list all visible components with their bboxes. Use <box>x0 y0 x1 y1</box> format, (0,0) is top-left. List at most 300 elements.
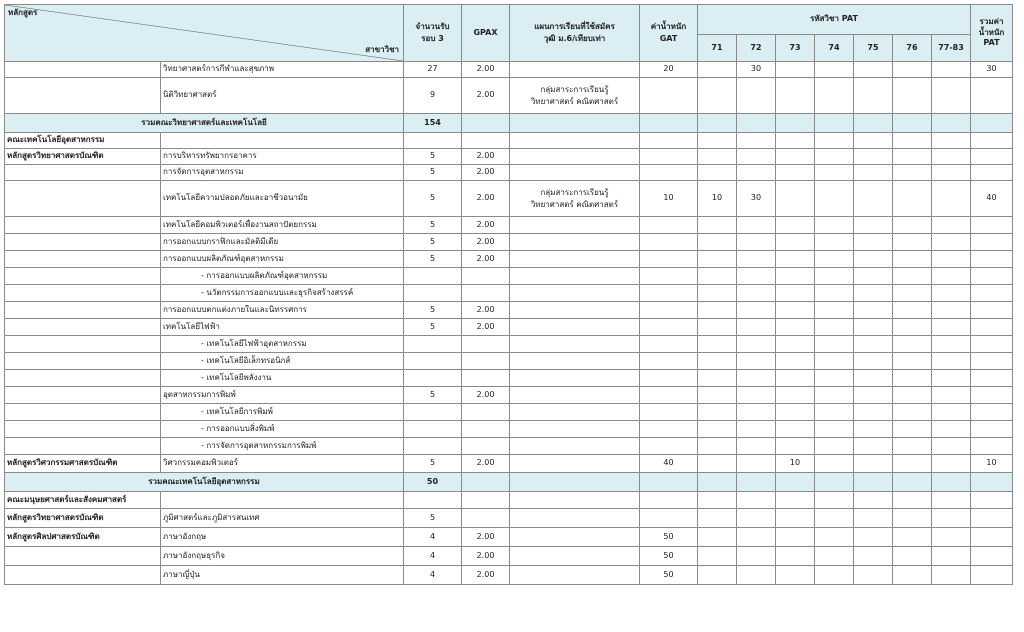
gpax-cell: 2.00 <box>462 217 510 234</box>
total-pat-cell <box>971 285 1013 302</box>
pat-score-cell <box>932 149 971 165</box>
pat-score-cell <box>698 404 737 421</box>
gpax-cell: 2.00 <box>462 455 510 473</box>
pat-score-cell <box>893 217 932 234</box>
gpax-cell: 2.00 <box>462 181 510 217</box>
curriculum-cell <box>5 285 161 302</box>
pat-score-cell <box>854 455 893 473</box>
pat-score-cell <box>776 217 815 234</box>
pat-score-cell <box>932 404 971 421</box>
gpax-cell: 2.00 <box>462 62 510 78</box>
empty-cell <box>776 114 815 133</box>
plan-cell <box>510 234 640 251</box>
pat-score-cell <box>776 528 815 547</box>
pat-code-header: 77-83 <box>932 35 971 62</box>
major-cell: การออกแบบกราฟิกและมัลติมีเดีย <box>161 234 404 251</box>
quota-cell: 27 <box>404 62 462 78</box>
pat-score-cell <box>932 421 971 438</box>
pat-score-cell <box>932 336 971 353</box>
pat-score-cell <box>737 438 776 455</box>
pat-score-cell <box>737 404 776 421</box>
pat-score-cell <box>854 353 893 370</box>
total-pat-cell <box>971 78 1013 114</box>
pat-score-cell <box>815 547 854 566</box>
gat-header-line2: GAT <box>659 34 678 43</box>
pat-score-cell <box>737 217 776 234</box>
pat-score-cell <box>698 547 737 566</box>
empty-cell <box>893 114 932 133</box>
pat-score-cell: 10 <box>776 455 815 473</box>
pat-score-cell <box>893 302 932 319</box>
pat-score-cell <box>854 217 893 234</box>
pat-score-cell <box>893 438 932 455</box>
pat-score-cell <box>893 319 932 336</box>
pat-score-cell <box>893 547 932 566</box>
gat-cell <box>640 492 698 509</box>
pat-code-header: 74 <box>815 35 854 62</box>
major-cell: การออกแบบผลิตภัณฑ์อุตสาหกรรม <box>161 251 404 268</box>
quota-header-line2: รอบ 3 <box>421 34 444 43</box>
curriculum-cell <box>5 319 161 336</box>
pat-score-cell <box>932 455 971 473</box>
curriculum-cell <box>5 78 161 114</box>
gat-cell <box>640 285 698 302</box>
gpax-cell: 2.00 <box>462 251 510 268</box>
pat-group-header: รหัสวิชา PAT <box>698 5 971 35</box>
gat-cell: 20 <box>640 62 698 78</box>
gat-cell <box>640 319 698 336</box>
plan-header-line1: แผนการเรียนที่ใช้สมัคร <box>534 22 615 31</box>
plan-cell <box>510 353 640 370</box>
empty-cell <box>815 473 854 492</box>
total-pat-cell <box>971 370 1013 387</box>
gpax-cell <box>462 438 510 455</box>
pat-score-cell <box>932 165 971 181</box>
plan-cell <box>510 421 640 438</box>
pat-score-cell <box>698 62 737 78</box>
pat-score-cell <box>776 421 815 438</box>
pat-score-cell <box>932 285 971 302</box>
total-pat-cell <box>971 149 1013 165</box>
quota-header <box>404 5 462 62</box>
gat-header <box>640 5 698 62</box>
pat-score-cell <box>737 509 776 528</box>
pat-score-cell <box>776 319 815 336</box>
gat-cell <box>640 234 698 251</box>
gat-cell <box>640 78 698 114</box>
curriculum-cell <box>5 268 161 285</box>
pat-score-cell <box>932 509 971 528</box>
total-pat-cell <box>971 336 1013 353</box>
pat-score-cell <box>893 566 932 585</box>
pat-score-cell <box>893 404 932 421</box>
table-row <box>5 62 1013 78</box>
quota-cell: 5 <box>404 234 462 251</box>
pat-score-cell <box>737 234 776 251</box>
table-row <box>5 285 1013 302</box>
pat-score-cell: 10 <box>698 181 737 217</box>
total-pat-cell <box>971 509 1013 528</box>
table-row <box>5 319 1013 336</box>
empty-cell <box>932 114 971 133</box>
total-pat-cell: 40 <box>971 181 1013 217</box>
pat-score-cell <box>932 370 971 387</box>
quota-cell <box>404 492 462 509</box>
pat-score-cell <box>893 421 932 438</box>
plan-cell <box>510 268 640 285</box>
pat-score-cell <box>815 268 854 285</box>
pat-score-cell <box>893 387 932 404</box>
major-cell: นิติวิทยาศาสตร์ <box>161 78 404 114</box>
pat-score-cell <box>893 509 932 528</box>
table-row <box>5 268 1013 285</box>
gat-cell <box>640 165 698 181</box>
empty-cell <box>854 114 893 133</box>
major-cell: - เทคโนโลยีไฟฟ้าอุตสาหกรรม <box>161 336 404 353</box>
pat-score-cell <box>737 547 776 566</box>
pat-score-cell <box>698 370 737 387</box>
gpax-cell <box>462 336 510 353</box>
pat-score-cell <box>698 319 737 336</box>
empty-cell <box>462 473 510 492</box>
plan-header-line2: วุฒิ ม.6/เทียบเท่า <box>543 34 606 43</box>
quota-cell: 5 <box>404 165 462 181</box>
pat-score-cell <box>893 165 932 181</box>
pat-score-cell <box>776 181 815 217</box>
gpax-header: GPAX <box>462 5 510 62</box>
pat-score-cell <box>815 302 854 319</box>
empty-cell <box>640 473 698 492</box>
pat-score-cell <box>737 336 776 353</box>
gpax-cell: 2.00 <box>462 149 510 165</box>
quota-cell <box>404 336 462 353</box>
empty-cell <box>971 114 1013 133</box>
pat-score-cell <box>776 547 815 566</box>
pat-score-cell <box>854 404 893 421</box>
pat-score-cell <box>854 547 893 566</box>
pat-score-cell <box>698 165 737 181</box>
pat-code-header: 72 <box>737 35 776 62</box>
pat-score-cell <box>698 285 737 302</box>
pat-score-cell <box>932 547 971 566</box>
pat-score-cell <box>737 387 776 404</box>
table-row <box>5 455 1013 473</box>
gat-cell <box>640 421 698 438</box>
major-header: สาขาวิชา <box>365 45 399 55</box>
pat-score-cell <box>737 528 776 547</box>
gat-cell <box>640 438 698 455</box>
quota-cell: 5 <box>404 181 462 217</box>
pat-score-cell <box>893 353 932 370</box>
gat-header-line1: ค่าน้ำหนัก <box>650 22 687 31</box>
major-cell: การบริหารทรัพยากรอาคาร <box>161 149 404 165</box>
curriculum-cell <box>5 165 161 181</box>
total-pat-cell <box>971 421 1013 438</box>
quota-cell: 9 <box>404 78 462 114</box>
empty-cell <box>462 114 510 133</box>
pat-score-cell <box>776 336 815 353</box>
pat-score-cell <box>776 234 815 251</box>
curriculum-cell: คณะเทคโนโลยีอุตสาหกรรม <box>5 133 161 149</box>
pat-score-cell <box>854 251 893 268</box>
total-pat-cell <box>971 217 1013 234</box>
pat-score-cell <box>893 455 932 473</box>
pat-score-cell <box>893 528 932 547</box>
quota-cell: 5 <box>404 217 462 234</box>
quota-cell <box>404 404 462 421</box>
pat-score-cell <box>737 133 776 149</box>
empty-cell <box>971 473 1013 492</box>
curriculum-major-header <box>5 5 404 62</box>
pat-score-cell <box>932 234 971 251</box>
table-row <box>5 149 1013 165</box>
pat-score-cell <box>776 566 815 585</box>
curriculum-cell: หลักสูตรวิทยาศาสตรบัณฑิต <box>5 149 161 165</box>
plan-cell <box>510 528 640 547</box>
gat-cell <box>640 251 698 268</box>
plan-cell <box>510 133 640 149</box>
admission-table <box>4 4 1013 585</box>
pat-score-cell <box>854 492 893 509</box>
curriculum-cell <box>5 217 161 234</box>
plan-cell <box>510 336 640 353</box>
pat-score-cell <box>932 302 971 319</box>
pat-score-cell <box>893 181 932 217</box>
curriculum-cell <box>5 353 161 370</box>
pat-score-cell <box>776 268 815 285</box>
major-cell: - เทคโนโลยีพลังงาน <box>161 370 404 387</box>
pat-score-cell <box>776 353 815 370</box>
table-row <box>5 566 1013 585</box>
pat-score-cell <box>854 566 893 585</box>
pat-score-cell <box>815 149 854 165</box>
table-row <box>5 302 1013 319</box>
pat-score-cell <box>854 149 893 165</box>
pat-score-cell <box>815 353 854 370</box>
pat-score-cell <box>776 251 815 268</box>
empty-cell <box>815 114 854 133</box>
plan-cell <box>510 547 640 566</box>
pat-score-cell <box>932 387 971 404</box>
gat-cell <box>640 268 698 285</box>
pat-score-cell <box>737 285 776 302</box>
quota-cell: 5 <box>404 149 462 165</box>
faculty-total-quota: 50 <box>404 473 462 492</box>
curriculum-cell: หลักสูตรวิศวกรรมศาสตรบัณฑิต <box>5 455 161 473</box>
pat-score-cell <box>776 492 815 509</box>
table-row <box>5 133 1013 149</box>
pat-score-cell <box>815 285 854 302</box>
pat-score-cell <box>776 438 815 455</box>
gat-cell: 40 <box>640 455 698 473</box>
gat-cell <box>640 387 698 404</box>
gpax-cell <box>462 285 510 302</box>
gpax-cell: 2.00 <box>462 165 510 181</box>
curriculum-cell: หลักสูตรวิทยาศาสตรบัณฑิต <box>5 509 161 528</box>
pat-score-cell <box>776 78 815 114</box>
pat-score-cell <box>776 370 815 387</box>
total-pat-cell <box>971 165 1013 181</box>
quota-cell <box>404 438 462 455</box>
pat-score-cell <box>893 285 932 302</box>
pat-score-cell <box>776 404 815 421</box>
plan-cell <box>510 251 640 268</box>
pat-score-cell <box>932 62 971 78</box>
pat-score-cell <box>815 566 854 585</box>
major-cell: - นวัตกรรมการออกแบบและธุรกิจสร้างสรรค์ <box>161 285 404 302</box>
gpax-cell: 2.00 <box>462 547 510 566</box>
pat-score-cell <box>893 336 932 353</box>
pat-score-cell <box>815 336 854 353</box>
pat-score-cell <box>737 302 776 319</box>
empty-cell <box>698 473 737 492</box>
pat-score-cell <box>737 78 776 114</box>
total-pat-header <box>971 5 1013 62</box>
table-row <box>5 251 1013 268</box>
quota-cell <box>404 421 462 438</box>
gpax-cell: 2.00 <box>462 319 510 336</box>
table-row <box>5 528 1013 547</box>
total-pat-cell <box>971 353 1013 370</box>
curriculum-cell <box>5 336 161 353</box>
gpax-cell: 2.00 <box>462 528 510 547</box>
quota-cell: 5 <box>404 387 462 404</box>
gat-cell <box>640 353 698 370</box>
pat-score-cell <box>932 438 971 455</box>
empty-cell <box>510 473 640 492</box>
pat-score-cell: 30 <box>737 62 776 78</box>
gpax-cell <box>462 268 510 285</box>
pat-score-cell <box>698 455 737 473</box>
plan-cell <box>510 319 640 336</box>
quota-cell: 5 <box>404 302 462 319</box>
pat-score-cell <box>854 421 893 438</box>
major-cell: ภาษาอังกฤษ <box>161 528 404 547</box>
table-row <box>5 547 1013 566</box>
gat-cell <box>640 370 698 387</box>
curriculum-cell <box>5 251 161 268</box>
pat-score-cell <box>698 566 737 585</box>
total-pat-cell <box>971 302 1013 319</box>
major-cell: วิศวกรรมคอมพิวเตอร์ <box>161 455 404 473</box>
gat-cell <box>640 149 698 165</box>
pat-code-header: 71 <box>698 35 737 62</box>
pat-score-cell <box>815 528 854 547</box>
pat-score-cell <box>854 509 893 528</box>
major-cell: เทคโนโลยีความปลอดภัยและอาชีวอนามัย <box>161 181 404 217</box>
table-row <box>5 234 1013 251</box>
pat-score-cell <box>815 421 854 438</box>
total-pat-cell <box>971 319 1013 336</box>
gpax-cell <box>462 492 510 509</box>
pat-score-cell <box>815 251 854 268</box>
quota-cell <box>404 285 462 302</box>
pat-score-cell <box>854 165 893 181</box>
gpax-cell <box>462 421 510 438</box>
major-cell: - เทคโนโลยีอิเล็กทรอนิกส์ <box>161 353 404 370</box>
plan-text-line: วิทยาศาสตร์ คณิตศาสตร์ <box>530 96 619 106</box>
plan-cell <box>510 285 640 302</box>
plan-cell <box>510 181 640 217</box>
gat-cell <box>640 336 698 353</box>
plan-cell <box>510 302 640 319</box>
plan-text-line: กลุ่มสาระการเรียนรู้ <box>540 84 609 94</box>
pat-score-cell <box>776 62 815 78</box>
diagonal-divider <box>5 5 403 61</box>
gat-cell: 50 <box>640 566 698 585</box>
pat-score-cell <box>932 133 971 149</box>
curriculum-cell <box>5 566 161 585</box>
plan-cell <box>510 566 640 585</box>
plan-cell <box>510 455 640 473</box>
major-cell: ภาษาอังกฤษธุรกิจ <box>161 547 404 566</box>
curriculum-cell: คณะมนุษยศาสตร์และสังคมศาสตร์ <box>5 492 161 509</box>
quota-cell: 5 <box>404 319 462 336</box>
empty-cell <box>510 114 640 133</box>
pat-score-cell <box>698 492 737 509</box>
major-cell: - การจัดการอุตสาหกรรมการพิมพ์ <box>161 438 404 455</box>
gpax-cell <box>462 353 510 370</box>
pat-score-cell <box>815 165 854 181</box>
plan-cell <box>510 149 640 165</box>
table-body <box>5 62 1013 585</box>
pat-score-cell <box>698 78 737 114</box>
empty-cell <box>737 473 776 492</box>
pat-score-cell <box>893 62 932 78</box>
plan-cell <box>510 370 640 387</box>
table-row <box>5 217 1013 234</box>
gat-cell <box>640 509 698 528</box>
pat-score-cell <box>815 234 854 251</box>
pat-score-cell <box>932 353 971 370</box>
pat-score-cell <box>698 302 737 319</box>
plan-cell <box>510 492 640 509</box>
total-pat-cell <box>971 547 1013 566</box>
pat-score-cell <box>815 455 854 473</box>
quota-cell <box>404 370 462 387</box>
pat-score-cell <box>815 509 854 528</box>
major-cell: - การออกแบบผลิตภัณฑ์อุตสาหกรรม <box>161 268 404 285</box>
faculty-total-label: รวมคณะเทคโนโลยีอุตสาหกรรม <box>5 473 404 492</box>
pat-score-cell <box>737 149 776 165</box>
table-row <box>5 165 1013 181</box>
pat-score-cell <box>698 268 737 285</box>
table-row <box>5 336 1013 353</box>
pat-score-cell <box>698 133 737 149</box>
total-pat-cell <box>971 438 1013 455</box>
gpax-cell <box>462 370 510 387</box>
curriculum-cell <box>5 547 161 566</box>
major-cell: ภูมิศาสตร์และภูมิสารสนเทศ <box>161 509 404 528</box>
empty-cell <box>932 473 971 492</box>
pat-score-cell <box>854 370 893 387</box>
pat-score-cell <box>698 387 737 404</box>
pat-score-cell <box>698 509 737 528</box>
curriculum-cell <box>5 181 161 217</box>
pat-score-cell <box>854 438 893 455</box>
table-row <box>5 438 1013 455</box>
pat-score-cell <box>815 319 854 336</box>
quota-cell <box>404 268 462 285</box>
pat-score-cell <box>737 353 776 370</box>
gat-cell <box>640 404 698 421</box>
pat-score-cell <box>893 492 932 509</box>
pat-score-cell <box>932 251 971 268</box>
pat-score-cell <box>737 421 776 438</box>
pat-score-cell <box>776 165 815 181</box>
total-header-line1: รวมค่า <box>979 16 1004 26</box>
curriculum-cell <box>5 421 161 438</box>
